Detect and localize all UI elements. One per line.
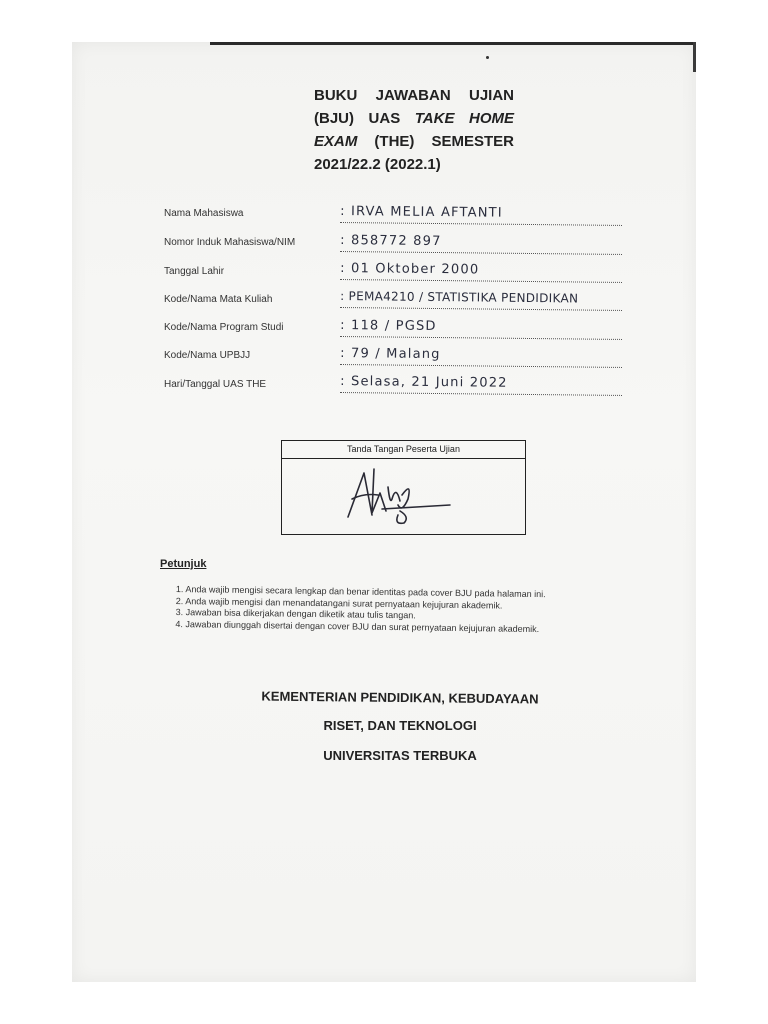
value-nama: : IRVA MELIA AFTANTI [340,204,622,226]
label-hari-tanggal: Hari/Tanggal UAS THE [164,379,267,390]
instructions-list [175,584,545,635]
instruction-item: 3. Jawaban bisa dikerjakan dengan diketik atau tulis tangan. [175,606,416,621]
value-hari-tanggal: : Selasa, 21 Juni 2022 [340,374,622,396]
ministry-line-1: KEMENTERIAN PENDIDIKAN, KEBUDAYAAN [261,688,539,707]
instruction-item: 4. Jawaban diunggah disertai dengan cover BJU dan surat pernyataan kejujuran akademik. [175,618,540,634]
title-line-4: 2021/22.2 (2022.1) [314,156,441,173]
speck [486,56,489,59]
title-line-3b: (THE) SEMESTER [357,133,514,150]
petunjuk-heading: Petunjuk [160,558,207,570]
title-line-2a: (BJU) UAS [314,110,415,127]
value-program-studi: : 118 / PGSD [340,318,622,340]
value-upbjj: : 79 / Malang [340,346,622,368]
title-line-3a: EXAM [314,133,358,150]
document-title [314,84,514,176]
label-nim: Nomor Induk Mahasiswa/NIM [164,237,296,248]
label-nama: Nama Mahasiswa [164,208,244,219]
value-mata-kuliah: : PEMA4210 / STATISTIKA PENDIDIKAN [340,289,622,311]
label-program-studi: Kode/Nama Program Studi [164,322,284,333]
paper-edge-right [693,42,696,72]
signature-box [281,440,526,535]
paper-edge-top [210,42,696,45]
ministry-line-2: RISET, DAN TEKNOLOGI [323,718,477,733]
label-upbjj: Kode/Nama UPBJJ [164,350,251,361]
title-line-3 [314,130,514,153]
label-mata-kuliah: Kode/Nama Mata Kuliah [164,294,273,305]
signature-image [342,465,462,527]
title-line-2 [314,107,514,130]
instruction-item: 2. Anda wajib mengisi dan menandatangani surat pernyataan kejujuran akademik. [175,595,503,611]
title-line-1: BUKU JAWABAN UJIAN [314,87,514,104]
value-tanggal-lahir: : 01 Oktober 2000 [340,261,622,283]
signature-box-header: Tanda Tangan Peserta Ujian [282,441,525,459]
label-tanggal-lahir: Tanggal Lahir [164,266,225,277]
university-name: UNIVERSITAS TERBUKA [323,748,477,763]
instruction-item: 1. Anda wajib mengisi secara lengkap dan benar identitas pada cover BJU pada halaman ini. [175,584,546,600]
title-line-2b: TAKE HOME [414,110,514,127]
value-nim: : 858772 897 [340,233,622,255]
